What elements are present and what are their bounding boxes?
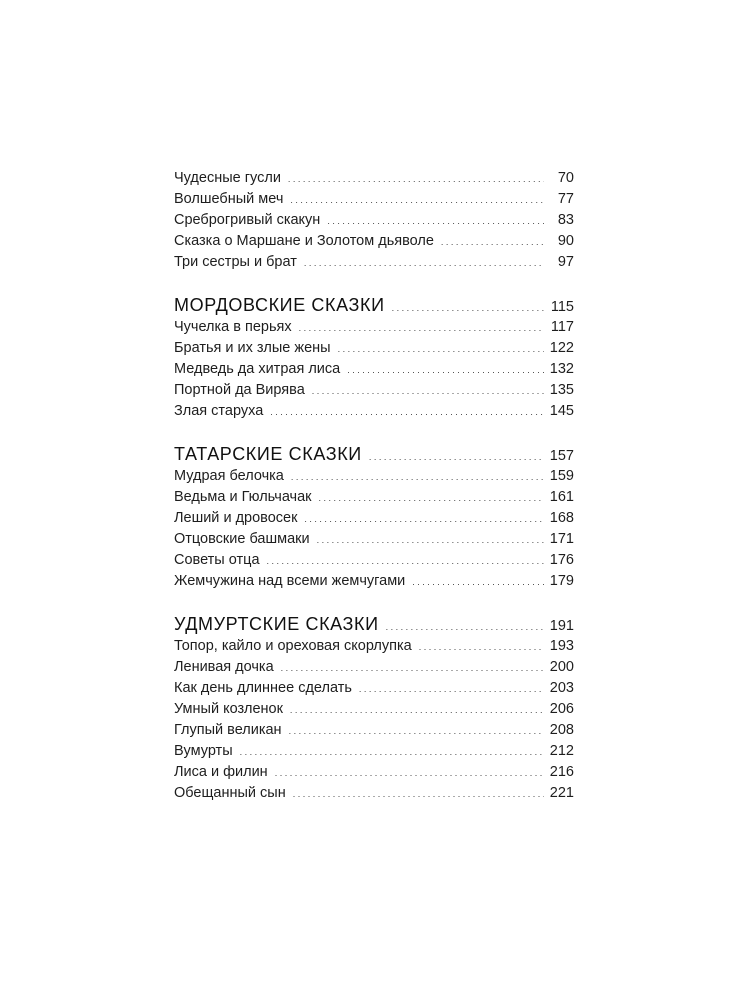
toc-entry-title: Отцовские башмаки xyxy=(174,531,310,547)
leader-dots xyxy=(288,175,544,184)
toc-entry-title: Лиса и филин xyxy=(174,764,268,780)
toc-entry-title: Вумурты xyxy=(174,743,233,759)
section-page: 191 xyxy=(549,618,574,634)
toc-entry[interactable] xyxy=(174,720,574,741)
toc-entry-page: 179 xyxy=(549,573,574,589)
toc-entry-title: Топор, кайло и ореховая скорлупка xyxy=(174,638,412,654)
toc-entry-title: Братья и их злые жены xyxy=(174,340,331,356)
toc-entry-title: Среброгривый скакун xyxy=(174,212,321,228)
toc-entry[interactable] xyxy=(174,168,574,189)
leader-dots xyxy=(289,727,544,736)
toc-entry-title: Ленивая дочка xyxy=(174,659,274,675)
toc-entry-title: Советы отца xyxy=(174,552,260,568)
toc-entry-title: Как день длиннее сделать xyxy=(174,680,352,696)
leader-dots xyxy=(386,623,544,632)
toc-entry-title: Умный козленок xyxy=(174,701,283,717)
leader-dots xyxy=(267,557,544,566)
toc-entry-title: Леший и дровосек xyxy=(174,510,298,526)
toc-entry-page: 161 xyxy=(549,489,574,505)
leader-dots xyxy=(327,217,544,226)
toc-entry-page: 200 xyxy=(549,659,574,675)
toc-entry-page: 145 xyxy=(549,403,574,419)
toc-entry-page: 135 xyxy=(549,382,574,398)
toc-entry-title: Три сестры и брат xyxy=(174,254,297,270)
leader-dots xyxy=(304,259,544,268)
toc-entry-page: 221 xyxy=(549,785,574,801)
toc-entry-title: Волшебный меч xyxy=(174,191,284,207)
toc-entry-title: Медведь да хитрая лиса xyxy=(174,361,341,377)
section-heading-udmurt[interactable] xyxy=(174,612,574,636)
toc-entry-page: 203 xyxy=(549,680,574,696)
toc-entry[interactable] xyxy=(174,762,574,783)
toc-entry-title: Сказка о Маршане и Золотом дьяволе xyxy=(174,233,434,249)
toc-entry-page: 83 xyxy=(557,212,574,228)
section-heading-tatar[interactable] xyxy=(174,442,574,466)
toc-entry-page: 193 xyxy=(549,638,574,654)
leader-dots xyxy=(359,685,544,694)
leader-dots xyxy=(290,196,544,205)
section-page: 115 xyxy=(550,299,574,315)
leader-dots xyxy=(347,366,544,375)
toc-entry-page: 208 xyxy=(549,722,574,738)
toc-entry-title: Чудесные гусли xyxy=(174,170,281,186)
toc-entry-title: Мудрая белочка xyxy=(174,468,284,484)
toc-entry-page: 97 xyxy=(557,254,574,270)
leader-dots xyxy=(317,536,544,545)
leader-dots xyxy=(412,578,544,587)
toc-entry-page: 206 xyxy=(549,701,574,717)
section-title: ТАТАРСКИЕ СКАЗКИ xyxy=(174,444,362,464)
toc-entry-title: Жемчужина над всеми жемчугами xyxy=(174,573,406,589)
leader-dots xyxy=(338,345,544,354)
toc-entry-page: 212 xyxy=(549,743,574,759)
leader-dots xyxy=(304,515,543,524)
toc-entry-page: 77 xyxy=(557,191,574,207)
toc-entry-title: Глупый великан xyxy=(174,722,282,738)
section-title: МОРДОВСКИЕ СКАЗКИ xyxy=(174,295,385,315)
toc-entry-page: 168 xyxy=(549,510,574,526)
toc-entry[interactable] xyxy=(174,678,574,699)
toc-entry[interactable] xyxy=(174,571,574,592)
toc-entry[interactable] xyxy=(174,657,574,678)
leader-dots xyxy=(392,304,544,313)
toc-entry[interactable] xyxy=(174,338,574,359)
toc-entry[interactable] xyxy=(174,189,574,210)
leader-dots xyxy=(293,790,544,799)
toc-entry-page: 90 xyxy=(557,233,574,249)
section-page: 157 xyxy=(549,448,574,464)
toc-entry[interactable] xyxy=(174,487,574,508)
toc-entry[interactable] xyxy=(174,252,574,273)
toc-entry[interactable] xyxy=(174,210,574,231)
toc-entry-title: Обещанный сын xyxy=(174,785,286,801)
toc-entry[interactable] xyxy=(174,401,574,422)
section-title: УДМУРТСКИЕ СКАЗКИ xyxy=(174,614,379,634)
toc-entry-page: 216 xyxy=(549,764,574,780)
leader-dots xyxy=(290,706,544,715)
leader-dots xyxy=(240,748,544,757)
toc-entry-page: 176 xyxy=(549,552,574,568)
toc-entry[interactable] xyxy=(174,550,574,571)
toc-entry[interactable] xyxy=(174,380,574,401)
toc-entry-page: 117 xyxy=(550,319,574,335)
leader-dots xyxy=(291,473,544,482)
leader-dots xyxy=(281,664,544,673)
toc-entry[interactable] xyxy=(174,466,574,487)
toc-entry[interactable] xyxy=(174,508,574,529)
leader-dots xyxy=(441,238,544,247)
toc-entry-page: 122 xyxy=(549,340,574,356)
leader-dots xyxy=(275,769,544,778)
table-of-contents xyxy=(174,168,574,804)
toc-entry-title: Злая старуха xyxy=(174,403,264,419)
toc-entry-title: Чучелка в перьях xyxy=(174,319,292,335)
leader-dots xyxy=(419,643,544,652)
toc-entry[interactable] xyxy=(174,359,574,380)
toc-entry-page: 70 xyxy=(557,170,574,186)
toc-entry-page: 159 xyxy=(549,468,574,484)
leader-dots xyxy=(270,408,544,417)
leader-dots xyxy=(369,453,544,462)
leader-dots xyxy=(319,494,544,503)
toc-entry[interactable] xyxy=(174,783,574,804)
section-heading-mordovian[interactable] xyxy=(174,293,574,317)
leader-dots xyxy=(312,387,544,396)
toc-entry-page: 132 xyxy=(549,361,574,377)
toc-entry[interactable] xyxy=(174,636,574,657)
toc-entry-page: 171 xyxy=(549,531,574,547)
toc-entry-title: Ведьма и Гюльчачак xyxy=(174,489,312,505)
toc-entry-title: Портной да Вирява xyxy=(174,382,305,398)
toc-entry[interactable] xyxy=(174,699,574,720)
toc-entry[interactable] xyxy=(174,529,574,550)
toc-entry[interactable] xyxy=(174,231,574,252)
leader-dots xyxy=(299,324,544,333)
toc-entry[interactable] xyxy=(174,317,574,338)
toc-entry[interactable] xyxy=(174,741,574,762)
